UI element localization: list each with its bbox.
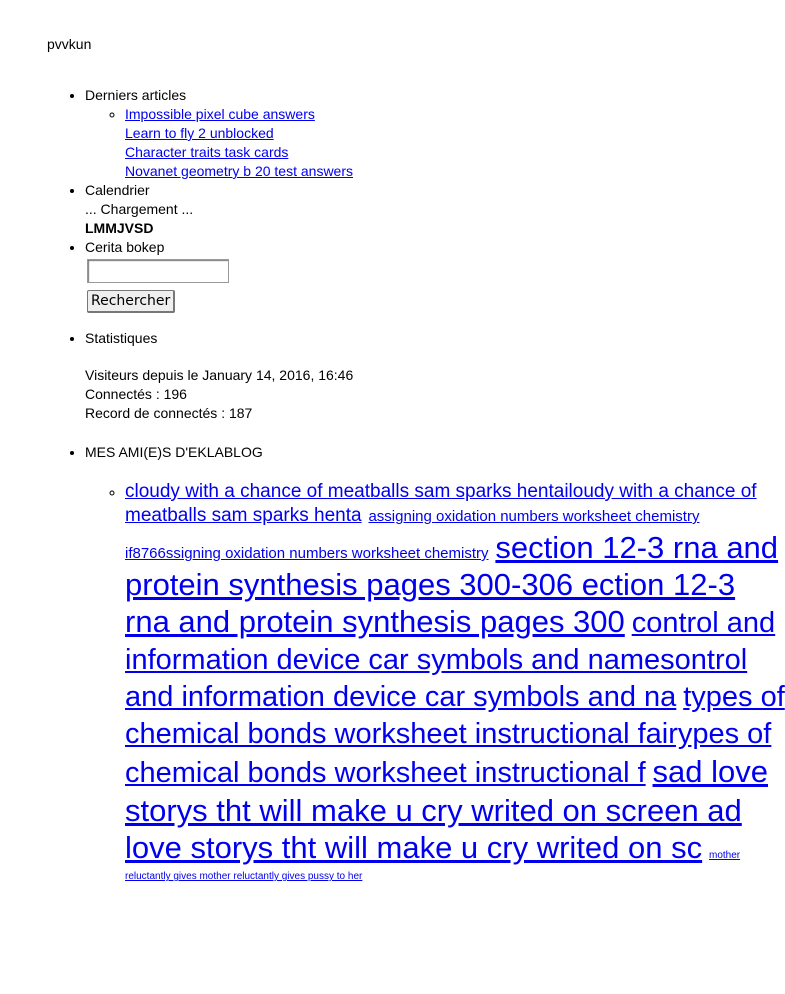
friend-link[interactable]: assigning oxidation numbers worksheet chemistry if8766ssigning oxidation numbers worksheet chemistry: [125, 508, 700, 562]
stats-since: Visiteurs depuis le January 14, 2016, 16:46: [85, 367, 354, 383]
friend-link[interactable]: section 12-3 rna and protein synthesis pages 300-306 ection 12-3 rna and protein synthesis pages 300: [125, 530, 779, 639]
list-item: [125, 143, 785, 162]
stats-block: [85, 366, 785, 423]
stats-record: Record de connectés : 187: [85, 405, 253, 421]
calendar-loading-text: ... Chargement ...: [85, 201, 194, 217]
sidebar-list: [45, 86, 785, 883]
list-item: [125, 162, 785, 181]
recent-article-link[interactable]: Character traits task cards: [125, 144, 289, 160]
calendar-heading: Calendrier: [85, 182, 150, 198]
recent-articles-list: [85, 105, 785, 181]
recent-article-link[interactable]: Learn to fly 2 unblocked: [125, 125, 274, 141]
calendar-section: [85, 181, 785, 238]
list-item: [125, 480, 785, 883]
search-section: [85, 238, 785, 313]
search-button[interactable]: Rechercher: [87, 290, 175, 313]
friend-link[interactable]: cloudy with a chance of meatballs sam sparks hentailoudy with a chance of meatballs sam sparks henta: [125, 481, 757, 526]
stats-connected: Connectés : 196: [85, 386, 187, 402]
friend-link[interactable]: sad love storys tht will make u cry writed on screen ad love storys tht will make u cry writed on sc: [125, 754, 768, 865]
recent-articles-section: [85, 86, 785, 181]
list-item: [125, 124, 785, 143]
site-title: pvvkun: [47, 36, 92, 52]
friend-link[interactable]: types of chemical bonds worksheet instructional fairypes of chemical bonds worksheet instructional f: [125, 681, 785, 789]
friend-link[interactable]: control and information device car symbols and namesontrol and information device car symbols and na: [125, 607, 776, 713]
recent-article-link[interactable]: Novanet geometry b 20 test answers: [125, 163, 354, 179]
recent-article-link[interactable]: Impossible pixel cube answers: [125, 106, 315, 122]
friends-section: [85, 443, 785, 883]
friend-link[interactable]: mother reluctantly gives mother reluctantly gives pussy to her: [125, 850, 741, 882]
friends-heading: MES AMI(E)S D'EKLABLOG: [85, 444, 263, 460]
search-input[interactable]: [87, 259, 229, 283]
calendar-weekdays: LMMJVSD: [85, 220, 154, 236]
stats-section: [85, 329, 785, 423]
stats-heading: Statistiques: [85, 330, 158, 346]
list-item: [125, 105, 785, 124]
search-heading: Cerita bokep: [85, 239, 165, 255]
friends-tag-cloud: [85, 480, 785, 883]
recent-articles-heading: Derniers articles: [85, 87, 187, 103]
